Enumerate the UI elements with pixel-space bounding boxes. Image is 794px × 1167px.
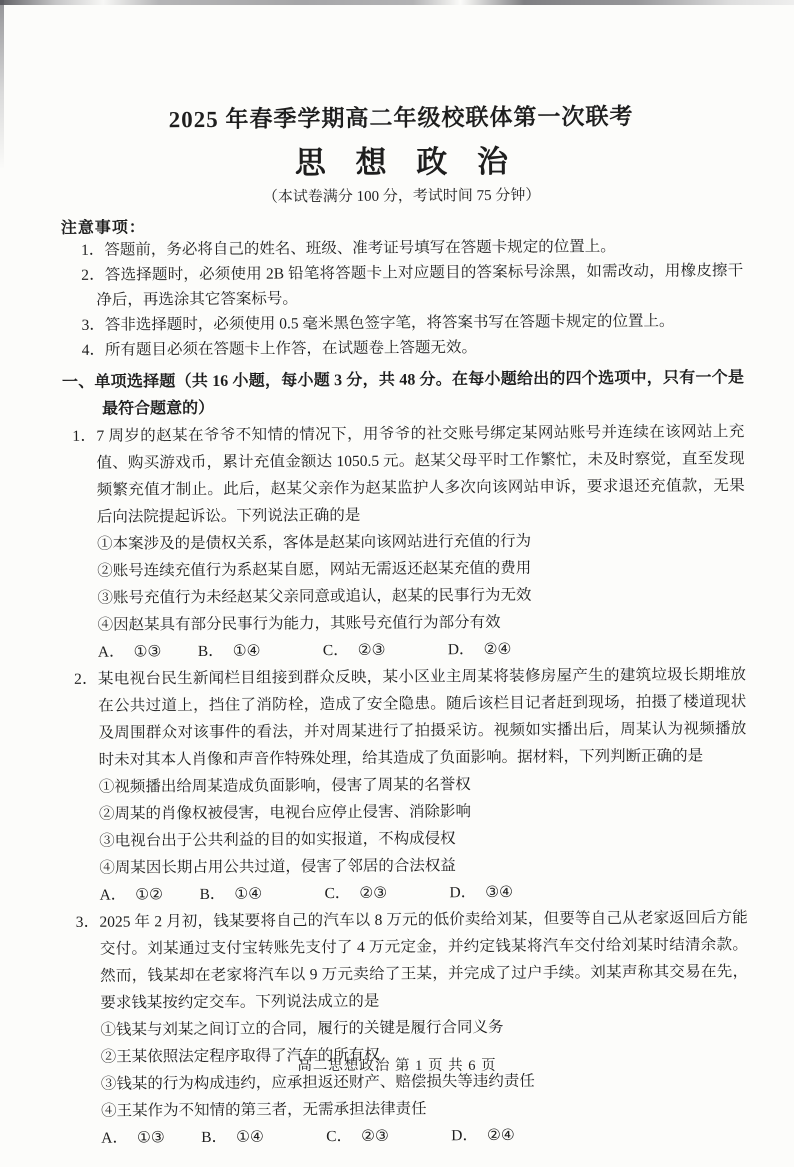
question-3-choice-b bbox=[201, 1123, 326, 1151]
question-2-choice-a bbox=[99, 881, 199, 909]
question-2-text: 某电视台民生新闻栏目组接到群众反映，某小区业主周某将装修房屋产生的建筑垃圾长期堆放在公共过道上，挡住了消防栓，造成了安全隐患。随后该栏目记者赶到现场，拍摄了楼道现状及周围群众对该事件的看法，并对周某进行了拍摄采访。视频如实播出后，周某认为视频播放时未对其本人肖像和声音作特殊处理，给其造成了负面影响。据材料，下列判断正确的是 bbox=[97, 666, 747, 769]
choice-value: ③④ bbox=[485, 883, 514, 902]
notice-item-4: 4．所有题目必须在答题卡上作答，在试题卷上答题无效。 bbox=[81, 339, 478, 359]
question-1-stem bbox=[72, 418, 745, 531]
choice-label: D． bbox=[447, 641, 475, 659]
question-2-statement-3: ③电视台出于公共利益的目的如实报道，不构成侵权 bbox=[99, 830, 456, 850]
choice-label: B． bbox=[199, 885, 226, 904]
question-3-choice-c bbox=[326, 1122, 451, 1150]
question-1-statement-1: ①本案涉及的是债权关系，客体是赵某向该网站进行充值的行为 bbox=[97, 532, 532, 553]
notice-item-1: 1．答题前，务必将自己的姓名、班级、准考证号填写在答题卡规定的位置上。 bbox=[80, 238, 616, 259]
choice-value: ②③ bbox=[359, 884, 388, 902]
exam-title: 2025 年春季学期高二年级校联体第一次联考 bbox=[168, 103, 634, 133]
choice-value: ①③ bbox=[133, 643, 162, 661]
question-2-choice-c bbox=[324, 879, 449, 907]
question-1-text: 7 周岁的赵某在爷爷不知情的情况下，用爷爷的社交账号绑定某网站账号并连续在该网站上充值、购买游戏币，累计充值金额达 1050.5 元。赵某父母平时工作繁忙，未及时察觉，直至发现频繁充值才制止。此后，赵某父亲作为赵某监护人多次向该网站申诉，要求退还充值款，无果后向法院提起诉讼。下列说法正确的是 bbox=[96, 423, 745, 526]
notice-item-3: 3．答非选择题时，必须使用 0.5 毫米黑色签字笔，将答案书写在答题卡规定的位置上。 bbox=[81, 312, 675, 334]
question-3-choice-d bbox=[451, 1122, 515, 1149]
question-3-stem bbox=[76, 904, 749, 1017]
choice-value: ②④ bbox=[486, 1126, 515, 1145]
page-footer: 高二思想政治 第 1 页 共 6 页 bbox=[297, 1058, 497, 1074]
exam-sheet bbox=[60, 97, 749, 1152]
scan-artifact-left-edge bbox=[0, 0, 4, 170]
choice-value: ①② bbox=[135, 886, 164, 904]
question-3-choice-a bbox=[101, 1124, 201, 1152]
question-3-statement-1: ①钱某与刘某之间订立的合同，履行的关键是履行合同义务 bbox=[100, 1018, 504, 1039]
question-3-statement-4: ④王某作为不知情的第三者，无需承担法律责任 bbox=[100, 1100, 427, 1120]
question-2-stem bbox=[74, 661, 747, 774]
question-2-statement-2: ②周某的肖像权被侵害，电视台应停止侵害、消除影响 bbox=[98, 803, 472, 823]
exam-info: （本试卷满分 100 分，考试时间 75 分钟） bbox=[262, 187, 541, 206]
choice-label: A． bbox=[101, 1129, 128, 1147]
choice-value: ②④ bbox=[483, 640, 512, 659]
choice-label: C． bbox=[322, 641, 349, 660]
question-1-choice-a bbox=[98, 638, 198, 666]
question-3-number: 3． bbox=[75, 913, 100, 931]
choice-label: A． bbox=[97, 643, 125, 661]
question-3-text: 2025 年 2 月初，钱某要将自己的汽车以 8 万元的低价卖给刘某，但要等自己从老家返回后方能交付。刘某通过支付宝转账先支付了 4 万元定金，并约定钱某将汽车交付给刘某时结清余款。然而，钱某却在老家将汽车以 9 万元卖给了王某，并完成了过户手续。刘某声称其交易在先，要求钱某按约定交车。下列说法成立的是 bbox=[99, 909, 749, 1012]
notice-item-2: 2．答选择题时，必须使用 2B 铅笔将答题卡上对应题目的答案标号涂黑，如需改动，用橡皮擦干净后，再选涂其它答案标号。 bbox=[81, 262, 744, 309]
choice-value: ①④ bbox=[234, 885, 263, 903]
choice-value: ②③ bbox=[361, 1127, 389, 1145]
choice-value: ②③ bbox=[357, 641, 386, 659]
choice-label: C． bbox=[324, 884, 351, 903]
question-3-choice-row bbox=[101, 1120, 749, 1152]
subject-title: 思 想 政 治 bbox=[294, 143, 520, 181]
question-1-statement-2: ②账号连续充值行为系赵某自愿，网站无需返还赵某充值的费用 bbox=[97, 559, 532, 580]
choice-label: A． bbox=[99, 886, 127, 904]
choice-label: B． bbox=[201, 1128, 228, 1147]
question-2 bbox=[64, 661, 748, 909]
question-2-statement-4: ④周某因长期占用公共过道，侵害了邻居的合法权益 bbox=[99, 857, 456, 877]
choice-label: C． bbox=[326, 1127, 353, 1146]
choice-value: ①③ bbox=[136, 1129, 165, 1147]
question-1-choice-d bbox=[448, 636, 512, 663]
choice-value: ①④ bbox=[236, 1128, 264, 1146]
question-1-statement-4: ④因赵某具有部分民事行为能力，其账号充值行为部分有效 bbox=[97, 613, 501, 634]
question-3-statement-2: ②王某依照法定程序取得了汽车的所有权 bbox=[100, 1046, 380, 1066]
notice-heading: 注意事项： bbox=[60, 219, 146, 237]
question-1-statement-3: ③账号充值行为未经赵某父亲同意或追认，赵某的民事行为无效 bbox=[97, 586, 532, 607]
section-heading: 一、单项选择题（共 16 小题，每小题 3 分，共 48 分。在每小题给出的四个选项中，只有一个是最符合题意的） bbox=[61, 369, 745, 418]
question-2-number: 2． bbox=[73, 670, 98, 688]
choice-value: ①④ bbox=[232, 642, 261, 660]
question-1-number: 1． bbox=[72, 427, 97, 445]
question-3 bbox=[66, 904, 750, 1152]
choice-label: D． bbox=[451, 1127, 478, 1145]
question-2-choice-b bbox=[199, 880, 324, 908]
question-2-choice-d bbox=[449, 879, 513, 906]
scan-artifact-top-edge bbox=[0, 0, 794, 5]
question-1-choice-c bbox=[323, 636, 448, 664]
question-1 bbox=[62, 418, 746, 666]
question-2-statement-1: ①视频播出给周某造成负面影响，侵害了周某的名誉权 bbox=[98, 776, 471, 796]
choice-label: D． bbox=[449, 884, 477, 902]
question-3-statement-3: ③钱某的行为构成违约，应承担返还财产、赔偿损失等违约责任 bbox=[100, 1072, 535, 1093]
question-1-choice-b bbox=[198, 637, 323, 665]
choice-label: B． bbox=[197, 642, 224, 661]
